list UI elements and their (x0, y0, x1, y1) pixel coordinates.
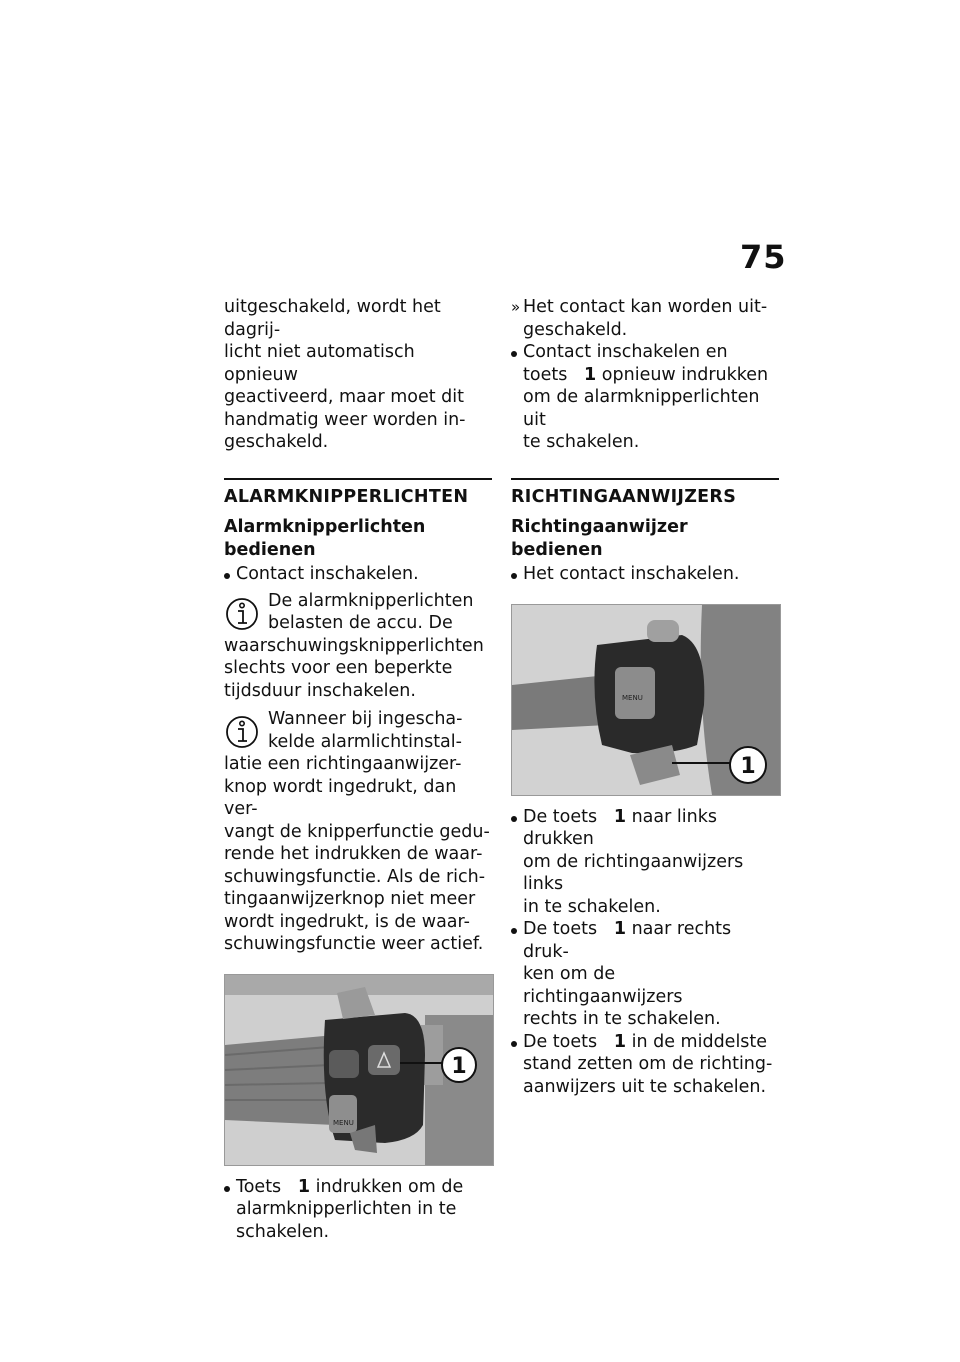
key-reference: 1 (584, 364, 597, 385)
intro-line: uitgeschakeld, wordt het dagrij- (224, 297, 441, 340)
section-rule (511, 478, 779, 480)
subsection-title-alarm: Alarmknipperlichten bedienen (224, 517, 426, 560)
bullet-item: Contact inschakelen. (224, 563, 492, 586)
bullet-dot (511, 563, 523, 586)
info-icon (224, 714, 260, 750)
menu-label: MENU (622, 693, 643, 702)
bullet-item: De toets 1 in de middelste stand zetten om de richting- aanwijzers uit te schakelen. (511, 1031, 779, 1099)
bullet-item: De toets 1 naar links drukken om de richtingaanwijzers links in te schakelen. (511, 806, 779, 919)
handlebar-switch-illustration (225, 975, 493, 1165)
bullet-dot (511, 806, 523, 919)
bullet-item: Het contact inschakelen. (511, 563, 779, 586)
left-column (224, 296, 492, 1243)
bullet-dot (224, 1176, 236, 1244)
bullet-item: Toets 1 indrukken om de alarmknipperlichten in te schakelen. (224, 1176, 492, 1244)
indicator-switch-figure (511, 604, 781, 796)
key-reference: 1 (613, 1031, 627, 1052)
key-reference: 1 (613, 919, 627, 939)
bullet-dot (511, 341, 523, 454)
subsection-title-indicators: Richtingaanwijzer bedienen (511, 517, 688, 560)
bullet-item: De toets 1 naar rechts druk- ken om de richtingaanwijzers rechts in te schakelen. (511, 918, 779, 1031)
section-title-alarm: ALARMKNIPPERLICHTEN (224, 486, 469, 507)
bullet-dot (511, 1031, 523, 1099)
section-rule (224, 478, 492, 480)
bullet-item: » Het contact kan worden uit- geschakeld. (511, 297, 768, 340)
hazard-switch-figure (224, 974, 494, 1166)
menu-label: MENU (333, 1118, 354, 1127)
bullet-dot (511, 918, 523, 1031)
handlebar-switch-illustration (512, 605, 780, 795)
intro-line: geactiveerd, maar moet dit (224, 387, 464, 407)
callout-number: 1 (740, 753, 756, 779)
info-note: Wanneer bij ingescha- kelde alarmlichtinstal- latie een richtingaanwijzer- knop wordt ingedrukt, dan ver- vangt de knipperfunctie gedu- rende het indrukken de waar- schuwingsfunctie. Als de rich- tingaanwijzerknop niet meer wordt ingedrukt, is de waar- schuwingsfunctie weer actief. (224, 709, 490, 954)
bullet-item: Contact inschakelen en toets 1 opnieuw indrukken om de alarmknipperlichten uit te schakelen. (511, 341, 779, 454)
intro-paragraph (224, 296, 492, 454)
key-reference: 1 (297, 1176, 311, 1197)
key-reference: 1 (613, 806, 627, 827)
callout-number: 1 (451, 1053, 467, 1079)
intro-line: geschakeld. (224, 432, 329, 452)
info-note: De alarmknipperlichten belasten de accu. De waarschuwingsknipperlichten slechts voor een beperkte tijdsduur inschakelen. (224, 590, 484, 701)
page-number: 75 (740, 238, 787, 276)
right-column (511, 296, 779, 1098)
result-arrow: » (511, 298, 521, 316)
intro-line: licht niet automatisch opnieuw (224, 342, 415, 385)
section-title-indicators: RICHTINGAANWIJZERS (511, 486, 737, 507)
bullet-dot (224, 563, 236, 586)
info-icon (224, 596, 260, 632)
intro-line: handmatig weer worden in- (224, 409, 466, 430)
